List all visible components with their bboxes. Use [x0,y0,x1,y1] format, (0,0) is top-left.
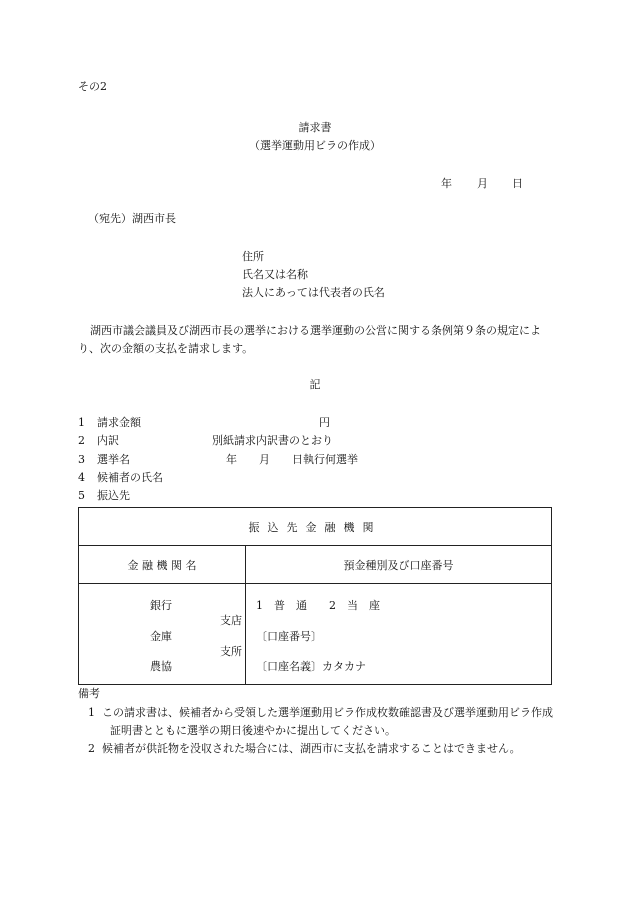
item-1-label: 請求金額 [97,416,141,429]
remark-1-text: この請求書は、候補者から受領した選挙運動用ビラ作成枚数確認書及び選挙運動用ビラ作成証明書とともに選挙の期日後速やかに提出してください。 [102,706,553,737]
remark-item [78,740,553,758]
account-type-options: 1 普 通 2 当 座 [256,599,380,612]
sub-branch-label: 支所 [220,645,242,658]
request-body-text: 湖西市議会議員及び湖西市長の選挙における選挙運動の公営に関する条例第９条の規定により、次の金額の支払を請求します。 [78,324,541,355]
bank-transfer-table [78,507,552,685]
financial-institution-cell [79,584,246,685]
date-year: 年 [441,177,452,190]
date-day: 日 [512,177,523,190]
item-4-number: 4 [78,471,85,484]
item-3-value: 年 月 日執行何選挙 [226,453,358,466]
account-column-header: 預金種別及び口座番号 [246,546,552,584]
item-5-label: 振込先 [97,489,130,502]
item-2-value: 別紙請求内訳書のとおり [212,434,333,447]
agricultural-coop-label: 農協 [150,660,172,673]
item-1-number: 1 [78,416,85,429]
account-holder-label: 〔口座名義〕カタカナ [256,660,366,673]
item-3-number: 3 [78,453,85,466]
applicant-name-label: 氏名又は名称 [242,268,308,281]
item-3-label: 選挙名 [97,453,130,466]
document-subtitle: （選挙運動用ビラの作成） [249,139,381,152]
date-month: 月 [477,177,488,190]
applicant-address-label: 住所 [242,250,264,263]
shinkin-label: 金庫 [150,630,172,643]
item-2-number: 2 [78,434,85,447]
account-cell [246,584,552,685]
ki-heading: 記 [309,378,321,391]
item-2-label: 内訳 [97,434,119,447]
remark-item [78,704,553,740]
account-number-label: 〔口座番号〕 [256,630,322,643]
item-5-number: 5 [78,489,85,502]
remark-2-text: 候補者が供託物を没収された場合には、湖西市に支払を請求することはできません。 [102,742,521,755]
form-number: その2 [78,80,107,93]
remarks-list [78,704,553,758]
bank-label: 銀行 [150,599,172,612]
financial-institution-column-header: 金 融 機 関 名 [79,546,246,584]
branch-label: 支店 [220,614,242,627]
document-title: 請求書 [298,121,332,134]
bank-table-header: 振込先金融機関 [79,508,552,546]
item-4-label: 候補者の氏名 [97,471,163,484]
remarks-title: 備考 [78,687,100,700]
remark-1-number: 1 [88,706,95,719]
item-1-value: 円 [319,416,330,429]
applicant-representative-label: 法人にあっては代表者の氏名 [242,286,385,299]
addressee: （宛先）湖西市長 [88,212,176,225]
remark-2-number: 2 [88,742,95,755]
